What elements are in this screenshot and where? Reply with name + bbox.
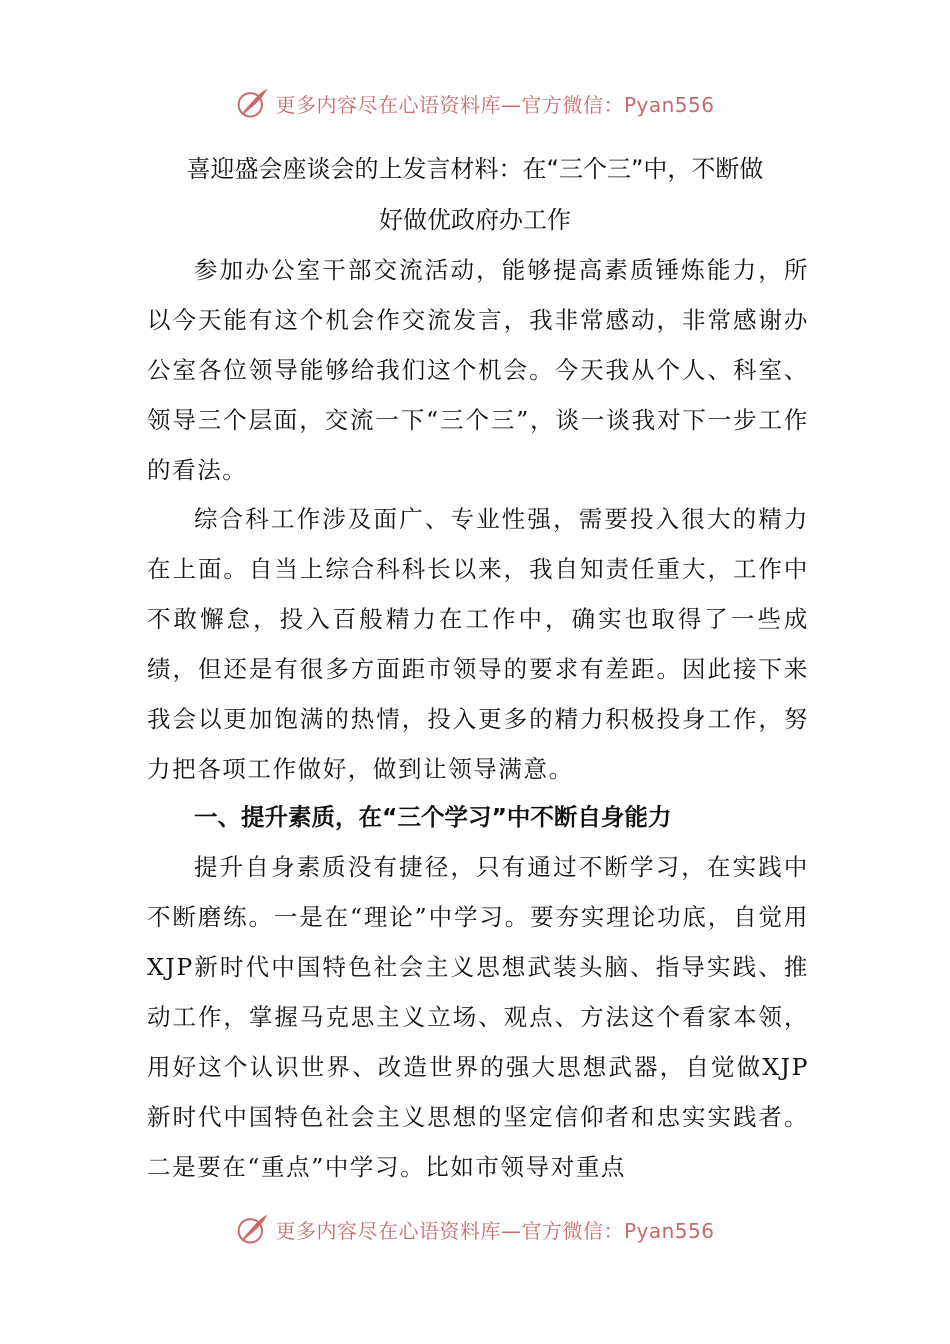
watermark-banner-top (0, 81, 950, 125)
watermark-banner-bottom (0, 1207, 950, 1251)
quill-logo-icon (235, 85, 271, 121)
paragraph-work: 综合科工作涉及面广、专业性强，需要投入很大的精力在上面。自当上综合科科长以来，我自知责任重大，工作中不敢懈怠，投入百般精力在工作中，确实也取得了一些成绩，但还是有很多方面距市领导的要求有差距。因此接下来我会以更加饱满的热情，投入更多的精力积极投身工作，努力把各项工作做好，做到让领导满意。 (147, 505, 809, 783)
watermark-text: 更多内容尽在心语资料库—官方微信：Pyan556 (275, 92, 715, 117)
document-title-line-2: 好做优政府办工作 (379, 206, 571, 234)
paragraph-study: 提升自身素质没有捷径，只有通过不断学习，在实践中不断磨练。一是在“理论”中学习。要夯实理论功底，自觉用XJP新时代中国特色社会主义思想武装头脑、指导实践、推动工作，掌握马克思主义立场、观点、方法这个看家本领，用好这个认识世界、改造世界的强大思想武器，自觉做XJP新时代中国特色社会主义思想的坚定信仰者和忠实实践者。二是要在“重点”中学习。比如市领导对重点 (147, 853, 809, 1181)
document-title-line-1: 喜迎盛会座谈会的上发言材料：在“三个三”中，不断做 (186, 155, 764, 183)
quill-logo-icon (235, 1211, 271, 1247)
watermark-text: 更多内容尽在心语资料库—官方微信：Pyan556 (275, 1218, 715, 1243)
section-heading-1: 一、提升素质，在“三个学习”中不断自身能力 (194, 803, 672, 831)
paragraph-intro: 参加办公室干部交流活动，能够提高素质锤炼能力，所以今天能有这个机会作交流发言，我非常感动，非常感谢办公室各位领导能够给我们这个机会。今天我从个人、科室、领导三个层面，交流一下“三个三”，谈一谈我对下一步工作的看法。 (147, 256, 809, 484)
